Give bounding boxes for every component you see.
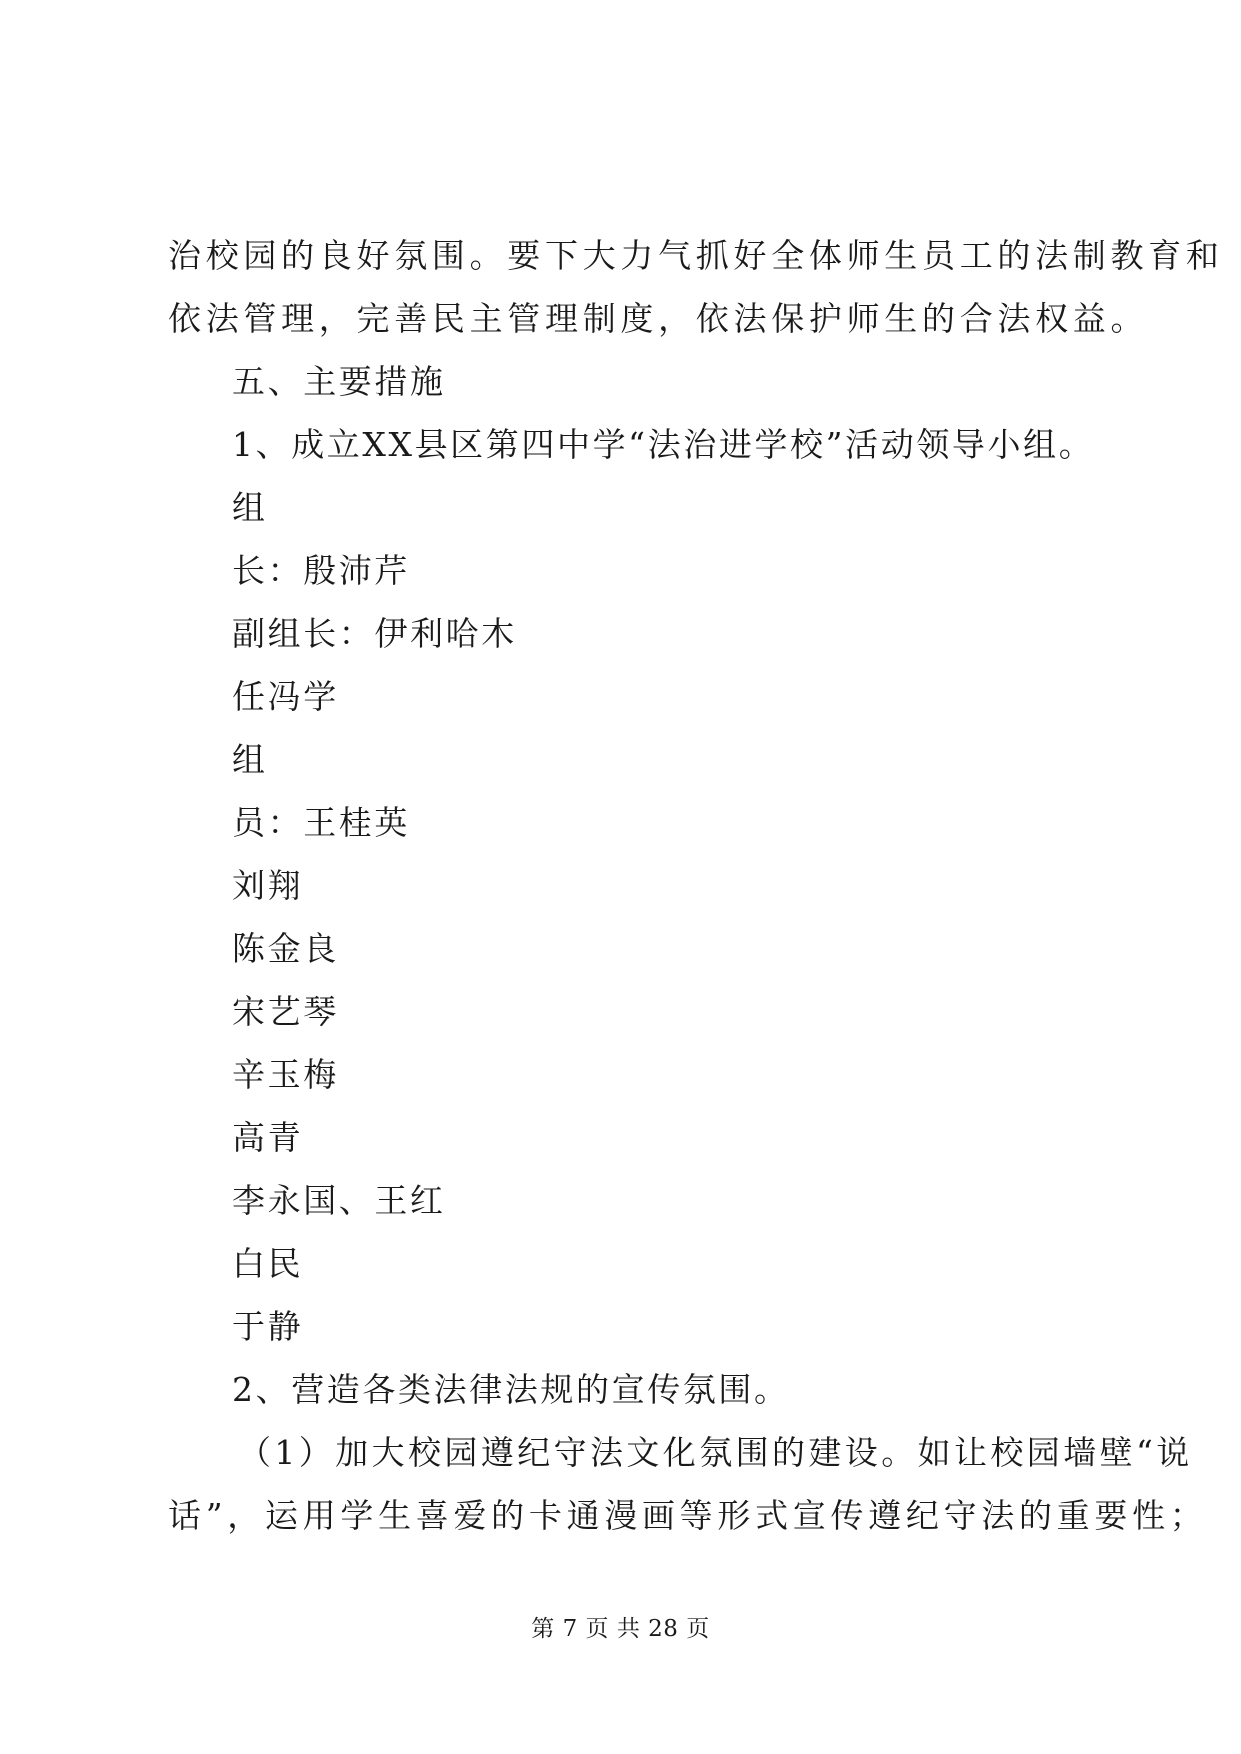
- body-text-line: 组: [232, 488, 268, 527]
- body-text-line: 员：王桂英: [232, 803, 410, 842]
- body-text-line: 宋艺琴: [232, 992, 339, 1031]
- body-text-line: 治校园的良好氛围。要下大力气抓好全体师生员工的法制教育和: [168, 236, 1224, 275]
- body-text-line: 长：殷沛芹: [232, 551, 410, 590]
- body-text-line: 组: [232, 740, 268, 779]
- body-text-line: 于静: [232, 1307, 304, 1346]
- body-text-line: 陈金良: [232, 929, 339, 968]
- body-text-line: 1、成立XX县区第四中学“法治进学校”活动领导小组。: [232, 425, 1095, 464]
- body-text-line: 2、营造各类法律法规的宣传氛围。: [232, 1370, 790, 1409]
- body-text-line: 刘翔: [232, 866, 304, 905]
- section-heading: 五、主要措施: [232, 362, 446, 401]
- body-text-line: 辛玉梅: [232, 1055, 339, 1094]
- body-text-line: 依法管理，完善民主管理制度，依法保护师生的合法权益。: [168, 299, 1149, 338]
- body-text-line: 任冯学: [232, 677, 339, 716]
- body-text-line: 副组长：伊利哈木: [232, 614, 517, 653]
- body-text-line: 白民: [232, 1244, 304, 1283]
- body-text-line: 话”，运用学生喜爱的卡通漫画等形式宣传遵纪守法的重要性；: [168, 1496, 1208, 1535]
- body-text-line: 高青: [232, 1118, 304, 1157]
- body-text-line: 李永国、王红: [232, 1181, 446, 1220]
- body-text-line: （1）加大校园遵纪守法文化氛围的建设。如让校园墙壁“说: [238, 1433, 1193, 1472]
- page-footer: 第 7 页 共 28 页: [531, 1616, 710, 1642]
